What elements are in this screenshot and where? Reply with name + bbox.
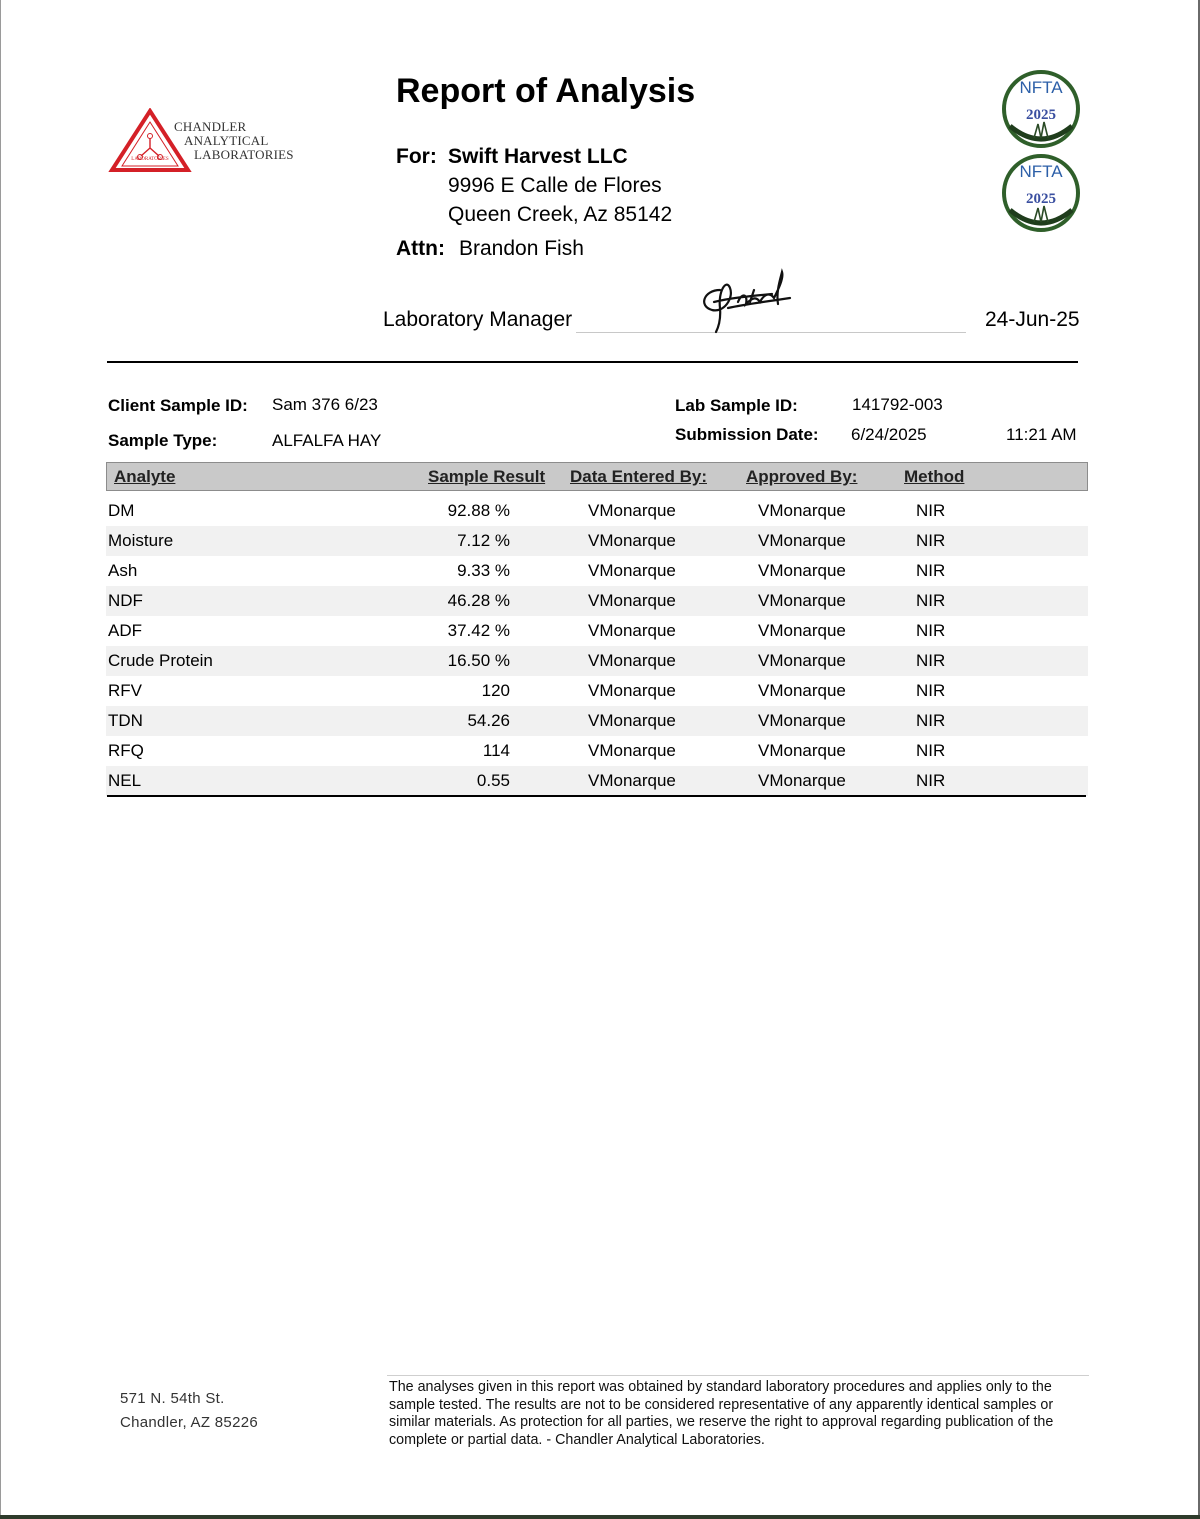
footer-divider xyxy=(387,1375,1089,1376)
cell-analyte: ADF xyxy=(108,621,142,640)
lab-sample-id: 141792-003 xyxy=(852,395,943,414)
cell-analyte: Ash xyxy=(108,561,138,580)
cell-data-entered-by: VMonarque xyxy=(588,771,676,790)
logo-triangle-text: LABORATORIES xyxy=(131,157,169,162)
manager-label: Laboratory Manager xyxy=(383,308,573,331)
client-address-line-1: 9996 E Calle de Flores xyxy=(448,174,662,197)
cell-sample-result: 92.88 % xyxy=(447,501,510,520)
logo-line-3: LABORATORIES xyxy=(194,147,294,162)
cell-sample-result: 46.28 % xyxy=(447,591,510,610)
cell-sample-result: 7.12 % xyxy=(457,531,510,550)
header-sample-result: Sample Result xyxy=(428,467,546,486)
cell-sample-result: 37.42 % xyxy=(447,621,510,640)
cell-sample-result: 54.26 xyxy=(467,711,510,730)
cell-data-entered-by: VMonarque xyxy=(588,651,676,670)
table-row xyxy=(106,616,1088,646)
lab-logo xyxy=(108,108,308,174)
cell-approved-by: VMonarque xyxy=(758,681,846,700)
signature-icon xyxy=(690,268,810,338)
cell-approved-by: VMonarque xyxy=(758,501,846,520)
cell-method: NIR xyxy=(916,711,946,730)
client-address-line-2: Queen Creek, Az 85142 xyxy=(448,203,673,226)
client-sample-id-label: Client Sample ID: xyxy=(108,396,248,415)
cell-approved-by: VMonarque xyxy=(758,621,846,640)
cell-approved-by: VMonarque xyxy=(758,591,846,610)
client-sample-id: Sam 376 6/23 xyxy=(272,395,378,414)
cell-data-entered-by: VMonarque xyxy=(588,591,676,610)
cell-method: NIR xyxy=(916,651,946,670)
cell-method: NIR xyxy=(916,501,946,520)
cell-approved-by: VMonarque xyxy=(758,651,846,670)
table-row xyxy=(106,496,1088,526)
cell-approved-by: VMonarque xyxy=(758,531,846,550)
nfta-badge-brand: NFTA xyxy=(1019,78,1063,97)
cell-method: NIR xyxy=(916,621,946,640)
cell-data-entered-by: VMonarque xyxy=(588,561,676,580)
attn-label: Attn: xyxy=(396,237,445,260)
for-label: For: xyxy=(396,145,437,168)
cell-sample-result: 120 xyxy=(481,681,510,700)
cell-data-entered-by: VMonarque xyxy=(588,711,676,730)
footer-address-line-2: Chandler, AZ 85226 xyxy=(120,1414,258,1431)
results-table-header xyxy=(106,462,1088,491)
disclaimer-text: The analyses given in this report was obtained by standard laboratory procedures and applies only to the sample tested. The results are not to be considered representative of any apparently identical samples or similar materials. As protection for all parties, we reserve the right to approval regarding publication of the complete or partial data. - Chandler Analytical Laboratories. xyxy=(389,1379,1054,1448)
report-date: 24-Jun-25 xyxy=(985,308,1080,331)
cell-data-entered-by: VMonarque xyxy=(588,531,676,550)
cell-method: NIR xyxy=(916,531,946,550)
cell-method: NIR xyxy=(916,741,946,760)
cell-data-entered-by: VMonarque xyxy=(588,681,676,700)
cell-data-entered-by: VMonarque xyxy=(588,501,676,520)
footer-address-line-1: 571 N. 54th St. xyxy=(120,1390,225,1407)
logo-line-1: CHANDLER xyxy=(174,119,247,134)
cell-sample-result: 9.33 % xyxy=(457,561,510,580)
cell-analyte: NEL xyxy=(108,771,142,790)
table-bottom-rule xyxy=(107,795,1086,797)
cell-analyte: Crude Protein xyxy=(108,651,213,670)
sample-type-label: Sample Type: xyxy=(108,431,218,450)
cell-sample-result: 0.55 xyxy=(476,771,510,790)
cell-approved-by: VMonarque xyxy=(758,771,846,790)
header-divider xyxy=(107,361,1078,363)
cell-approved-by: VMonarque xyxy=(758,561,846,580)
table-row xyxy=(106,556,1088,586)
header-analyte: Analyte xyxy=(114,467,176,486)
attn-name: Brandon Fish xyxy=(459,237,584,260)
lab-sample-id-label: Lab Sample ID: xyxy=(675,396,798,415)
report-title: Report of Analysis xyxy=(396,72,696,110)
table-row xyxy=(106,586,1088,616)
cell-sample-result: 16.50 % xyxy=(447,651,510,670)
cell-analyte: DM xyxy=(108,501,135,520)
sample-type: ALFALFA HAY xyxy=(272,431,382,450)
nfta-badge-brand: NFTA xyxy=(1019,162,1063,181)
cell-analyte: RFQ xyxy=(108,741,144,760)
header-method: Method xyxy=(904,467,965,486)
cell-analyte: NDF xyxy=(108,591,143,610)
cell-analyte: Moisture xyxy=(108,531,174,550)
header-data-entered-by: Data Entered By: xyxy=(570,467,707,486)
table-row xyxy=(106,526,1088,556)
table-row xyxy=(106,766,1088,796)
cell-method: NIR xyxy=(916,591,946,610)
nfta-badge-icon xyxy=(998,152,1084,232)
cell-approved-by: VMonarque xyxy=(758,711,846,730)
cell-data-entered-by: VMonarque xyxy=(588,741,676,760)
cell-approved-by: VMonarque xyxy=(758,741,846,760)
submission-date-label: Submission Date: xyxy=(675,425,819,444)
submission-time: 11:21 AM xyxy=(1006,425,1077,444)
nfta-badge-year: 2025 xyxy=(1026,107,1056,123)
cell-method: NIR xyxy=(916,561,946,580)
cell-method: NIR xyxy=(916,771,946,790)
table-row xyxy=(106,706,1088,736)
table-row xyxy=(106,736,1088,766)
cell-method: NIR xyxy=(916,681,946,700)
logo-line-2: ANALYTICAL xyxy=(184,133,269,148)
page-border-left xyxy=(0,0,1,1519)
table-row xyxy=(106,646,1088,676)
submission-date: 6/24/2025 xyxy=(851,425,927,444)
client-name: Swift Harvest LLC xyxy=(448,145,628,168)
header-approved-by: Approved By: xyxy=(746,467,858,486)
cell-sample-result: 114 xyxy=(482,741,510,760)
cell-analyte: TDN xyxy=(108,711,143,730)
table-row xyxy=(106,676,1088,706)
cell-analyte: RFV xyxy=(108,681,142,700)
nfta-badge-year: 2025 xyxy=(1026,191,1056,207)
nfta-badge-icon xyxy=(998,68,1084,148)
page-border-bottom xyxy=(0,1515,1200,1519)
cell-data-entered-by: VMonarque xyxy=(588,621,676,640)
